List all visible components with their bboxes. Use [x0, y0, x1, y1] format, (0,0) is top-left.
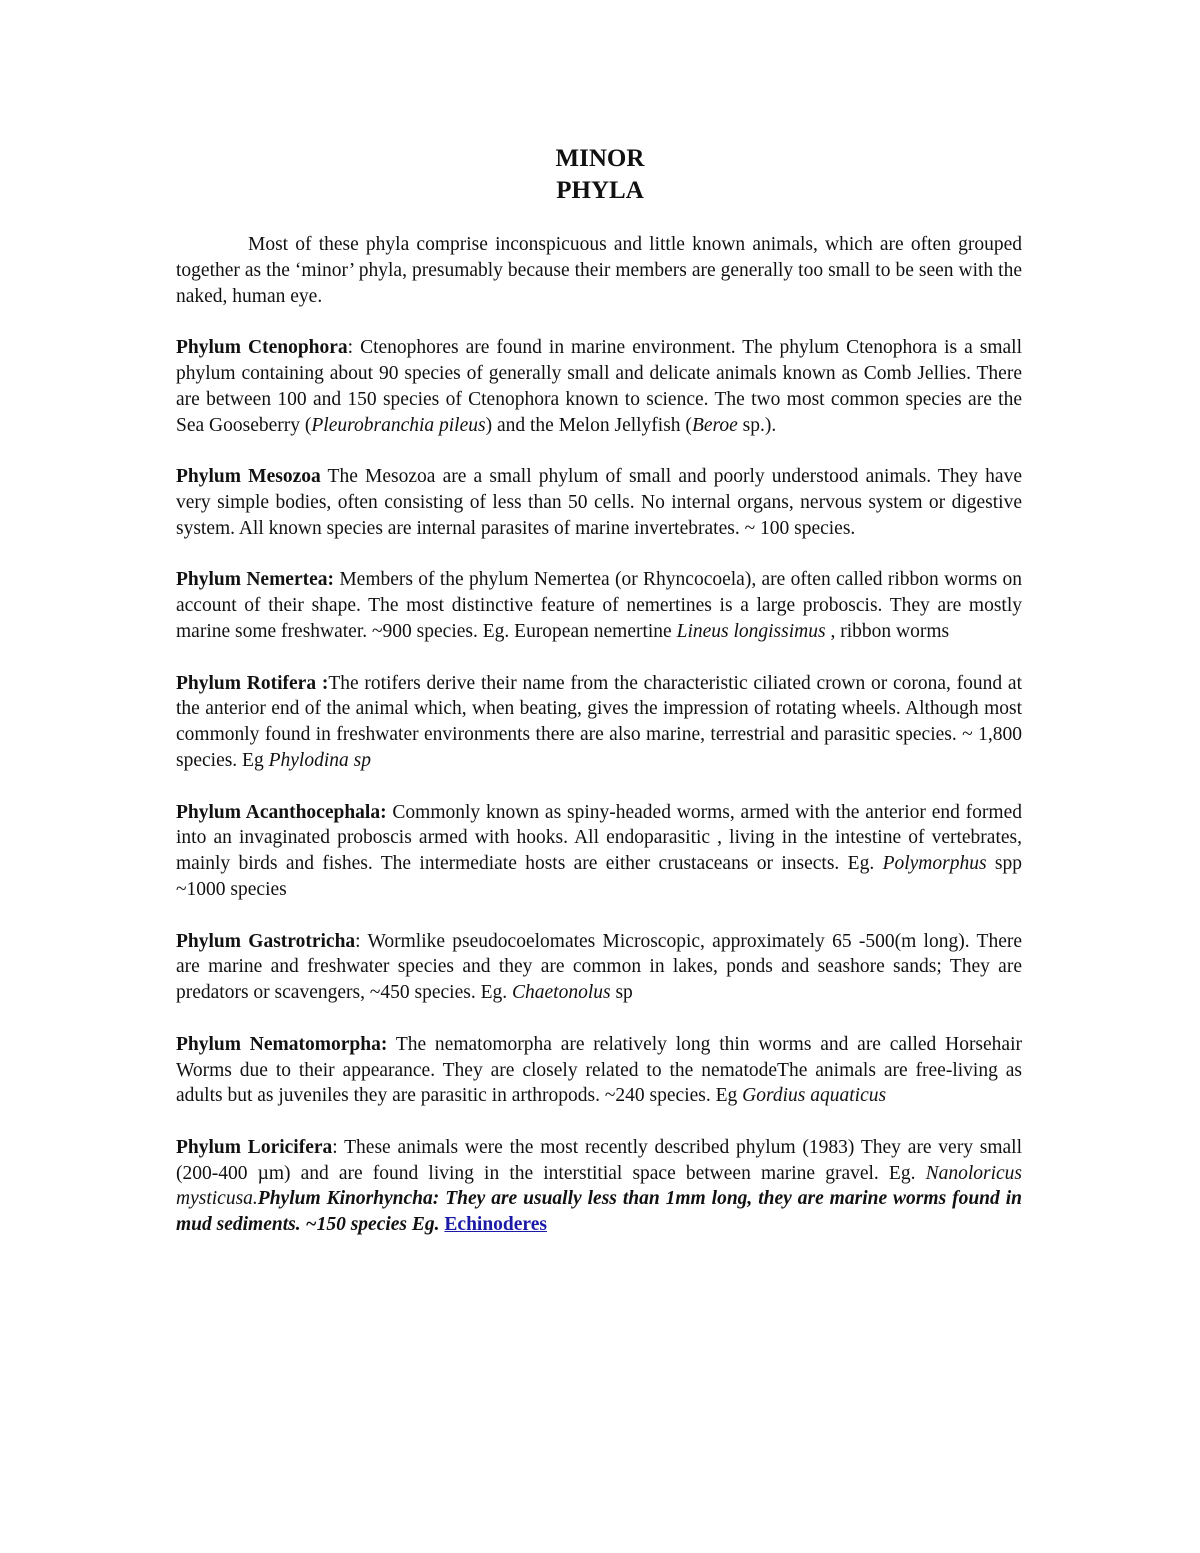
heading-rotifera: Phylum Rotifera :	[176, 672, 329, 694]
species-name: Lineus longissimus	[676, 620, 826, 642]
genus-name: Polymorphus	[882, 853, 987, 875]
species-name: Gordius aquaticus	[742, 1085, 887, 1107]
heading-loricifera: Phylum Loricifera	[176, 1136, 333, 1158]
heading-nemertea: Phylum Nemertea:	[176, 569, 335, 591]
paragraph-nemertea	[176, 567, 1022, 644]
intro-paragraph: Most of these phyla comprise inconspicuous and little known animals, which are often grouped together as the ‘minor’ phyla, presumably because their members are generally too small to be seen with the naked, human eye.	[176, 234, 1022, 307]
paragraph-gastrotricha	[176, 929, 1022, 1006]
text: The rotifers derive their name from the characteristic ciliated crown or corona, found at the anterior end of the animal which, when beating, gives the impression of rotating wheels. Although most commonly found in freshwater environments there are also marine, terrestrial and parasitic species. ~ 1,800 species. Eg	[176, 672, 1022, 771]
genus-name: Beroe	[691, 414, 738, 436]
heading-ctenophora: Phylum Ctenophora	[176, 337, 348, 359]
paragraph-mesozoa	[176, 464, 1022, 541]
text: They are usually less than 1mm long, they are marine worms found in mud sediments. ~150 species Eg.	[176, 1188, 1022, 1236]
document-body	[176, 232, 1022, 1264]
species-name: Phylodina sp	[268, 749, 371, 771]
text: Commonly known as spiny-headed worms, armed with the anterior end formed into an invaginated proboscis armed with hooks. All endoparasitic , living in the intestine of vertebrates, mainly birds and fishes. The intermediate hosts are either crustaceans or insects. Eg.	[176, 801, 1022, 875]
text: : Ctenophores are found in marine environment. The phylum Ctenophora is a small phylum containing about 90 species of generally small and delicate animals known as Comb Jellies. There are between 100 and 150 species of Ctenophora known to science. The two most common species are the Sea Gooseberry (	[176, 337, 1022, 436]
heading-kinorhyncha: Phylum Kinorhyncha:	[257, 1188, 440, 1210]
paragraph-ctenophora	[176, 335, 1022, 438]
text: spp ~1000 species	[176, 853, 1023, 900]
heading-acanthocephala: Phylum Acanthocephala:	[176, 801, 387, 823]
title-line-2: PHYLA	[556, 177, 644, 204]
heading-mesozoa: Phylum Mesozoa	[176, 466, 321, 488]
genus-name: Chaetonolus	[512, 982, 611, 1004]
page-title	[0, 143, 1200, 207]
heading-gastrotricha: Phylum Gastrotricha	[176, 930, 356, 952]
text: Members of the phylum Nemertea (or Rhyncocoela), are often called ribbon worms on account of their shape. The most distinctive feature of nemertines is a large proboscis. They are mostly marine some freshwater. ~900 species. Eg. European nemertine	[176, 569, 1022, 642]
paragraph-loricifera	[176, 1135, 1022, 1238]
text: ) and the Melon Jellyfish (	[485, 414, 692, 436]
text: : Wormlike pseudocoelomates Microscopic, approximately 65 -500(m long). There are marine and freshwater species and they are common in lakes, ponds and seashore sands; They are predators or scavengers, ~450 species. Eg.	[176, 930, 1022, 1004]
species-name: Pleurobranchia pileus	[311, 414, 486, 436]
heading-nematomorpha: Phylum Nematomorpha:	[176, 1033, 388, 1055]
text: , ribbon worms	[825, 620, 950, 642]
echinoderes-link[interactable]: Echinoderes	[444, 1214, 547, 1236]
text: sp.).	[737, 414, 777, 436]
paragraph-rotifera	[176, 671, 1022, 774]
text: The nematomorpha are relatively long thin worms and are called Horsehair Worms due to their appearance. They are closely related to the nematodeThe animals are free-living as adults but as juveniles they are parasitic in arthropods. ~240 species. Eg	[176, 1033, 1022, 1107]
text: The Mesozoa are a small phylum of small and poorly understood animals. They have very simple bodies, often consisting of less than 50 cells. No internal organs, nervous system or digestive system. All known species are internal parasites of marine invertebrates. ~ 100 species.	[176, 466, 1022, 539]
text: sp	[610, 982, 633, 1004]
text: : These animals were the most recently described phylum (1983) They are very small (200-400 µm) and are found living in the interstitial space between marine gravel. Eg.	[176, 1136, 1023, 1184]
paragraph-nematomorpha	[176, 1032, 1022, 1109]
species-name: Nanoloricus mysticusa.	[176, 1162, 1022, 1210]
paragraph-acanthocephala	[176, 800, 1022, 903]
title-line-1: MINOR	[555, 145, 645, 172]
